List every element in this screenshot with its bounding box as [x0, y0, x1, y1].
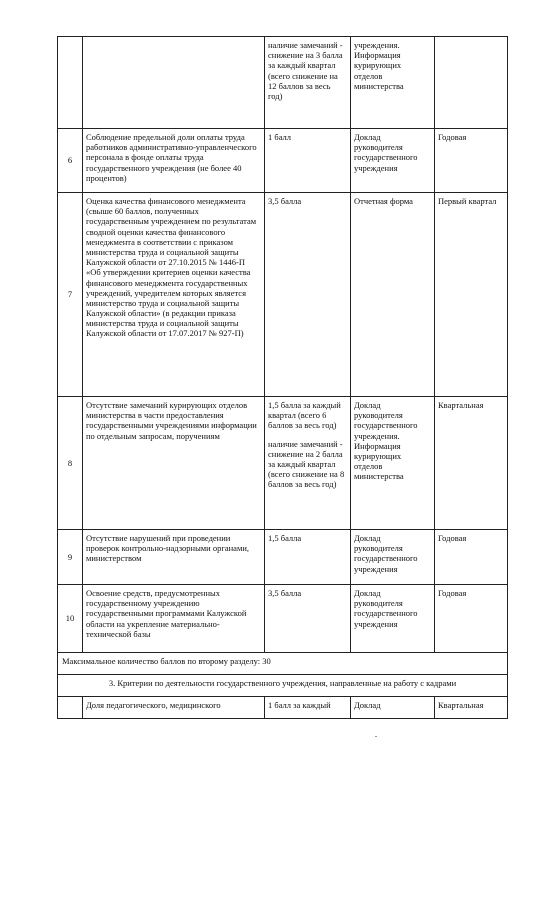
section-heading-row [58, 675, 508, 697]
criteria-table [57, 36, 508, 719]
criterion-text: Освоение средств, предусмотренных государственному учреждению государственными программами Калужской области на укрепление материально-технической базы [83, 585, 265, 653]
source-text: Доклад руководителя государственного учреждения [351, 585, 435, 653]
score-text: 1 балл за каждый [265, 697, 351, 719]
row-number: 10 [58, 585, 83, 653]
criterion-text: Доля педагогического, медицинского [83, 697, 265, 719]
period-cell [435, 37, 508, 129]
row-number-cell [58, 37, 83, 129]
row-number: 8 [58, 397, 83, 530]
scan-speck [375, 736, 377, 737]
source-text: Доклад руководителя государственного учреждения. Информация курирующих отделов министерства [351, 397, 435, 530]
criterion-text: Отсутствие нарушений при проведении проверок контрольно-надзорными органами, министерством [83, 530, 265, 585]
table-row [58, 697, 508, 719]
source-text: Отчетная форма [351, 193, 435, 397]
score-text: 1,5 балла [265, 530, 351, 585]
table-row-continued [58, 37, 508, 129]
max-score-row [58, 653, 508, 675]
row-number: 7 [58, 193, 83, 397]
row-number: 9 [58, 530, 83, 585]
row-number: 6 [58, 129, 83, 193]
source-text: Доклад руководителя государственного учреждения [351, 129, 435, 193]
row-number-cell [58, 697, 83, 719]
table-row [58, 530, 508, 585]
period-text: Годовая [435, 129, 508, 193]
criterion-text: Соблюдение предельной доли оплаты труда работников административно-управленческого персонала в фонде оплаты труда государственного учреждения (не более 40 процентов) [83, 129, 265, 193]
table-row [58, 585, 508, 653]
score-cell [265, 397, 351, 530]
document-page [57, 36, 507, 719]
criterion-cell [83, 37, 265, 129]
source-cell: учреждения. Информация курирующих отделов министерства [351, 37, 435, 129]
score-text: 3,5 балла [265, 585, 351, 653]
period-text: Квартальная [435, 697, 508, 719]
table-row [58, 129, 508, 193]
period-text: Первый квартал [435, 193, 508, 397]
score-penalty-text: наличие замечаний - снижение на 2 балла за каждый квартал (всего снижение на 8 баллов за весь год) [268, 438, 345, 490]
max-score-text: Максимальное количество баллов по второму разделу: 30 [58, 653, 508, 675]
table-row [58, 397, 508, 530]
period-text: Квартальная [435, 397, 508, 530]
score-text: 3,5 балла [265, 193, 351, 397]
score-text: 1,5 балла за каждый квартал (всего 6 баллов за весь год) [268, 400, 341, 431]
criterion-text: Отсутствие замечаний курирующих отделов министерства в части предоставления государственными учреждениями информации по отдельным запросам, поручениям [83, 397, 265, 530]
source-text: Доклад [351, 697, 435, 719]
section-title: 3. Критерии по деятельности государственного учреждения, направленные на работу с кадрами [58, 675, 508, 697]
source-text: Доклад руководителя государственного учреждения [351, 530, 435, 585]
period-text: Годовая [435, 585, 508, 653]
score-cell: наличие замечаний - снижение на 3 балла за каждый квартал (всего снижение на 12 баллов за весь год) [265, 37, 351, 129]
score-text: 1 балл [265, 129, 351, 193]
table-row [58, 193, 508, 397]
period-text: Годовая [435, 530, 508, 585]
criterion-text: Оценка качества финансового менеджмента (свыше 60 баллов, полученных государственным учреждением по результатам сводной оценки качества финансового менеджмента в соответствии с приказом министерства труда и социальной защиты Калужской области от 27.10.2015 № 1446-П «Об утверждении критериев оценки качества финансового менеджмента государственных учреждений, учредителем которых является министерство труда и социальной защиты Калужской области» (в редакции приказа министерства труда и социальной защиты Калужской области от 17.07.2017 № 927-П) [83, 193, 265, 397]
